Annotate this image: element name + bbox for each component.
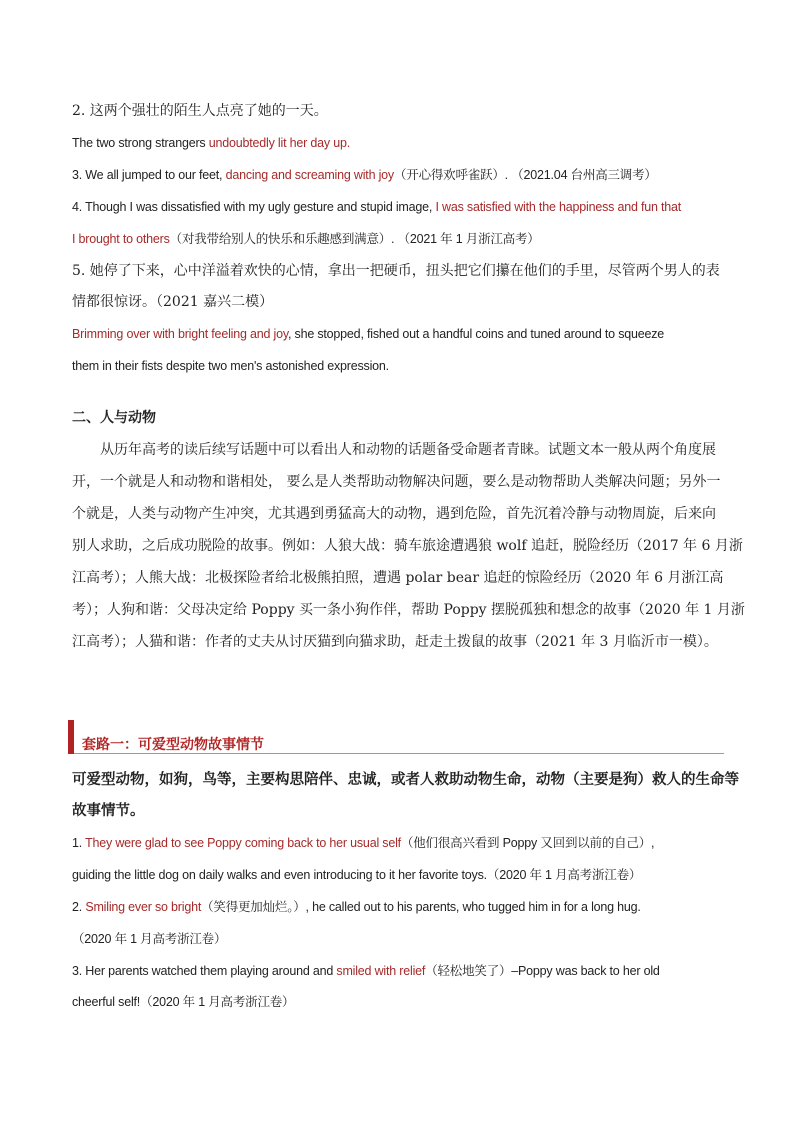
paragraph-line-3: 个就是，人类与动物产生冲突，尤其遇到勇猛高大的动物，遇到危险，首先沉着冷静与动物周旋，后来向 xyxy=(72,506,716,522)
animal-example-3-rest: （轻松地笑了）–Poppy was back to her old xyxy=(425,964,660,978)
animal-example-2-highlight: Smiling ever so bright xyxy=(85,900,202,914)
paragraph-line-7: 江高考）；人猫和谐：作者的丈夫从讨厌猫到向猫求助，赶走土拨鼠的故事（2021 年 3 月临沂市一模）。 xyxy=(72,634,718,650)
animal-example-2-line-1 xyxy=(72,898,641,916)
example-5-highlight: Brimming over with bright feeling and joy xyxy=(72,327,288,341)
subsection-banner xyxy=(68,720,724,754)
banner-accent-bar xyxy=(68,720,74,754)
example-4-plain: 4. Though I was dissatisfied with my ugly gesture and stupid image, xyxy=(72,200,436,214)
animal-example-1-highlight: They were glad to see Poppy coming back to her usual self xyxy=(85,836,401,850)
animal-example-3-highlight: smiled with relief xyxy=(336,964,426,978)
paragraph-line-1: 从历年高考的读后续写话题中可以看出人和动物的话题备受命题者青睐。试题文本一般从两个角度展 xyxy=(100,442,716,458)
paragraph-line-5: 江高考）；人熊大战：北极探险者给北极熊拍照，遭遇 polar bear 追赶的惊险经历（2020 年 6 月浙江高 xyxy=(72,570,724,586)
example-4-line-1 xyxy=(72,198,681,216)
example-3-plain: 3. We all jumped to our feet, xyxy=(72,168,226,182)
example-3-note: （开心得欢呼雀跃）. （2021.04 台州高三调考） xyxy=(393,168,657,182)
example-5-chinese-2: 情都很惊讶。（2021 嘉兴二模） xyxy=(72,294,274,310)
example-2-english xyxy=(72,134,350,152)
animal-example-1-line-1 xyxy=(72,834,654,852)
animal-example-3-line-1 xyxy=(72,962,660,980)
animal-example-1-line-2: guiding the little dog on daily walks and even introducing to it her favorite toys.（2020 年 1 月高考浙江卷） xyxy=(72,868,642,882)
paragraph-line-4: 别人求助，之后成功脱险的故事。例如：人狼大战：骑车旅途遭遇狼 wolf 追赶，脱险经历（2017 年 6 月浙 xyxy=(72,538,743,554)
subsection-intro-2: 故事情节。 xyxy=(72,802,145,819)
example-4-highlight-a: I was satisfied with the happiness and fun that xyxy=(435,200,682,214)
example-2-chinese: 2. 这两个强壮的陌生人点亮了她的一天。 xyxy=(72,103,328,119)
example-5-english-2: them in their fists despite two men's astonished expression. xyxy=(72,359,389,373)
animal-example-2-line-2: （2020 年 1 月高考浙江卷） xyxy=(72,932,227,946)
banner-divider xyxy=(74,753,724,754)
animal-example-2-number: 2. xyxy=(72,900,86,914)
example-2-english-plain: The two strong strangers xyxy=(72,136,209,150)
banner-title: 套路一：可爱型动物故事情节 xyxy=(82,737,264,753)
animal-example-1-note: （他们很高兴看到 Poppy 又回到以前的自己）, xyxy=(400,836,655,850)
animal-example-2-rest: （笑得更加灿烂。）, he called out to his parents, who tugged him in for a long hug. xyxy=(201,900,641,914)
animal-example-3-line-2: cheerful self!（2020 年 1 月高考浙江卷） xyxy=(72,995,295,1009)
subsection-intro-1: 可爱型动物，如狗，鸟等，主要构思陪伴、忠诚，或者人救助动物生命，动物（主要是狗）救人的生命等 xyxy=(72,771,739,788)
example-5-chinese-1: 5. 她停了下来，心中洋溢着欢快的心情，拿出一把硬币，扭头把它们攥在他们的手里，尽管两个男人的表 xyxy=(72,263,720,279)
example-4-highlight-b: I brought to others xyxy=(72,232,170,246)
example-2-english-highlight: undoubtedly lit her day up. xyxy=(208,136,350,150)
example-3-highlight: dancing and screaming with joy xyxy=(225,168,394,182)
example-5-plain: , she stopped, fished out a handful coins and tuned around to squeeze xyxy=(287,327,665,341)
example-3 xyxy=(72,166,657,184)
paragraph-line-2: 开，一个就是人和动物和谐相处， 要么是人类帮助动物解决问题，要么是动物帮助人类解决问题；另外一 xyxy=(72,474,721,490)
animal-example-3-plain: 3. Her parents watched them playing around and xyxy=(72,964,337,978)
example-4-line-2 xyxy=(72,230,540,248)
section-heading: 二、人与动物 xyxy=(72,410,156,426)
example-4-note: （对我带给别人的快乐和乐趣感到满意）. （2021 年 1 月浙江高考） xyxy=(169,232,540,246)
example-5-english-1 xyxy=(72,325,664,343)
paragraph-line-6: 考）；人狗和谐：父母决定给 Poppy 买一条小狗作伴，帮助 Poppy 摆脱孤独和想念的故事（2020 年 1 月浙 xyxy=(72,602,745,618)
animal-example-1-number: 1. xyxy=(72,836,86,850)
